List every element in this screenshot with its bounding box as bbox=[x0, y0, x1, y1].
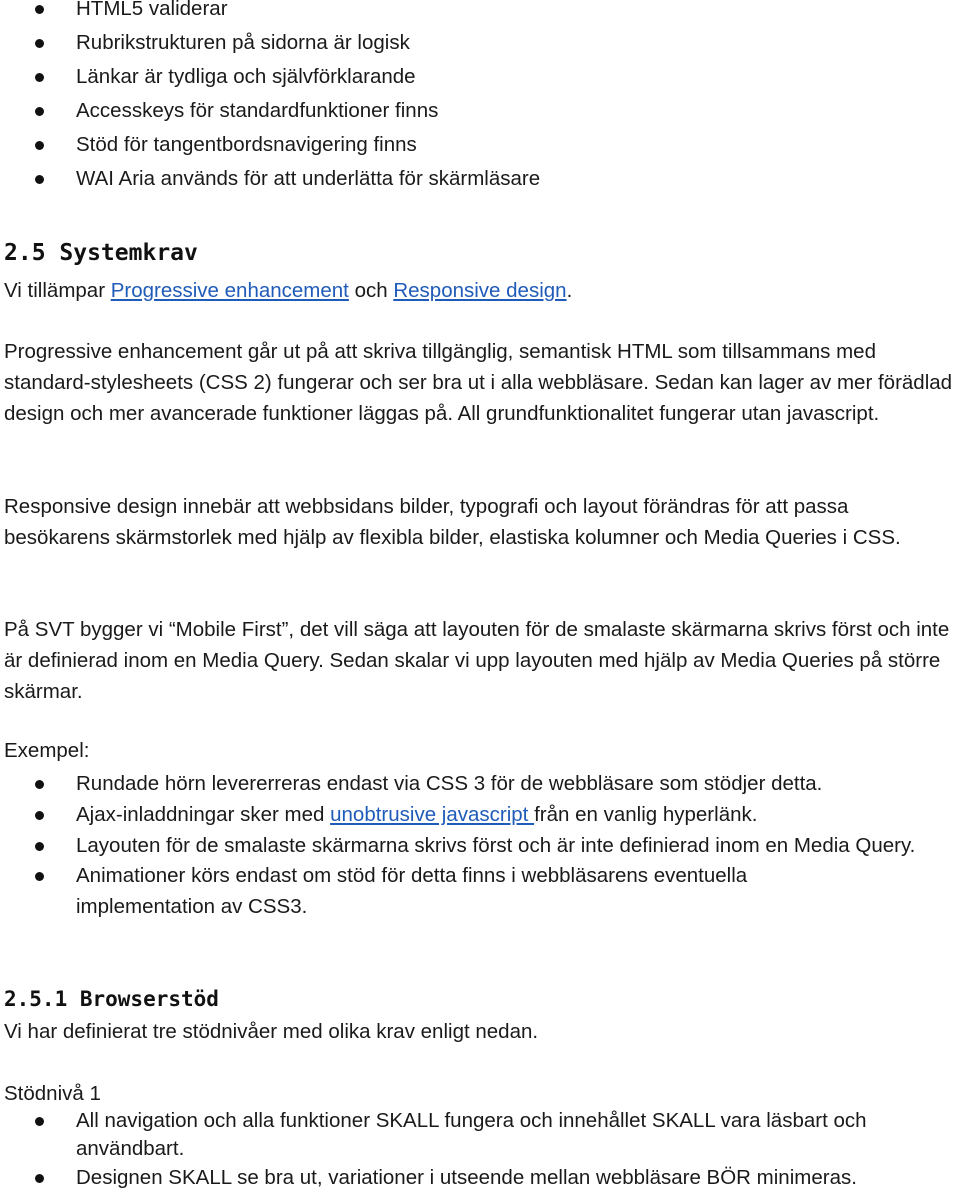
list-item: Stöd för tangentbordsnavigering finns bbox=[0, 130, 960, 161]
bullet-icon bbox=[35, 107, 44, 116]
list-item: WAI Aria används för att underlätta för skärmläsare bbox=[0, 164, 960, 195]
bullet-icon bbox=[35, 141, 44, 150]
support-level-label: Stödnivå 1 bbox=[4, 1082, 101, 1105]
list-item: Ajax-inladdningar sker med unobtrusive javascript från en vanlig hyperlänk. bbox=[0, 800, 940, 831]
responsive-paragraph: Responsive design innebär att webbsidans bilder, typografi och layout förändras för att passa besökarens skärmstorlek med hjälp av flexibla bilder, elastiska kolumner och Media Queries i CSS. bbox=[4, 495, 901, 549]
checklist bbox=[0, 0, 960, 195]
bullet-icon bbox=[35, 1174, 44, 1183]
progressive-paragraph: Progressive enhancement går ut på att skriva tillgänglig, semantisk HTML som tillsammans med standard-stylesheets (CSS 2) fungerar och ser bra ut i alla webbläsare. Sedan kan lager av mer förädlad design och mer avancerade funktioner läggas på. All grundfunktionalitet fungerar utan javascript. bbox=[4, 340, 953, 425]
bullet-icon bbox=[35, 811, 44, 820]
svt-paragraph: På SVT bygger vi “Mobile First”, det vill säga att layouten för de smalaste skärmarna skrivs först och inte är definierad inom en Media Query. Sedan skalar vi upp layouten med hjälp av Media Queries på större skärmar. bbox=[4, 618, 950, 703]
list-item: Accesskeys för standardfunktioner finns bbox=[0, 96, 960, 127]
list-item: Designen SKALL se bra ut, variationer i utseende mellan webbläsare BÖR minimeras. bbox=[0, 1164, 960, 1192]
bullet-icon bbox=[35, 175, 44, 184]
bullet-icon bbox=[35, 5, 44, 14]
list-item: Rubrikstrukturen på sidorna är logisk bbox=[0, 28, 960, 59]
responsive-design-link[interactable]: Responsive design bbox=[393, 279, 567, 302]
list-item: Rundade hörn levererreras endast via CSS 3 för de webbläsare som stödjer detta. bbox=[0, 769, 940, 800]
list-item: Animationer körs endast om stöd för detta finns i webbläsarens eventuella implementation av CSS3. bbox=[0, 861, 940, 923]
browser-support-intro: Vi har definierat tre stödnivåer med olika krav enligt nedan. bbox=[4, 1020, 539, 1043]
bullet-icon bbox=[35, 872, 44, 881]
list-item: All navigation och alla funktioner SKALL fungera och innehållet SKALL vara läsbart och användbart. bbox=[0, 1107, 960, 1163]
examples-label: Exempel: bbox=[4, 739, 90, 762]
subsection-heading: 2.5.1 Browserstöd bbox=[4, 987, 219, 1011]
section-heading: 2.5 Systemkrav bbox=[4, 240, 198, 266]
bullet-icon bbox=[35, 39, 44, 48]
list-item: HTML5 validerar bbox=[0, 0, 960, 25]
support-level-list bbox=[0, 1107, 960, 1192]
list-item: Länkar är tydliga och självförklarande bbox=[0, 62, 960, 93]
intro-paragraph: Vi tillämpar Progressive enhancement och Responsive design. bbox=[4, 279, 573, 302]
bullet-icon bbox=[35, 73, 44, 82]
progressive-enhancement-link[interactable]: Progressive enhancement bbox=[110, 279, 349, 302]
list-item: Layouten för de smalaste skärmarna skrivs först och är inte definierad inom en Media Query. bbox=[0, 831, 940, 862]
bullet-icon bbox=[35, 842, 44, 851]
bullet-icon bbox=[35, 780, 44, 789]
unobtrusive-javascript-link[interactable]: unobtrusive javascript bbox=[330, 802, 535, 826]
bullet-icon bbox=[35, 1117, 44, 1126]
examples-list bbox=[0, 769, 940, 923]
